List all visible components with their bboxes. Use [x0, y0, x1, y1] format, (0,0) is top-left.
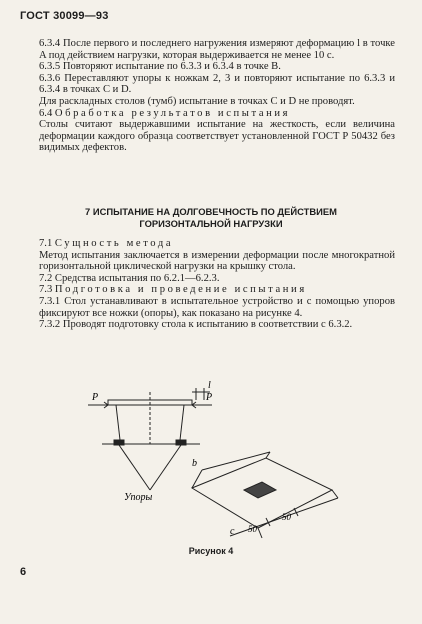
- page-number: 6: [20, 566, 27, 578]
- heading-7-3-number: 7.3: [39, 284, 53, 296]
- paragraph-7-3-2: 7.3.2 Проводят подготовку стола к испытанию в соответствии с 6.3.2.: [39, 319, 353, 331]
- figure-label-50b: 50: [248, 524, 257, 534]
- heading-7-3-title: Подготовка и проведение испытания: [54, 284, 307, 296]
- figure-caption: Рисунок 4: [188, 546, 234, 556]
- heading-7-1-title: Сущность метода: [54, 238, 174, 249]
- figure-label-p-right: P: [206, 392, 213, 403]
- text-block-7: [39, 238, 395, 331]
- section-7-title-line1: 7 ИСПЫТАНИЕ НА ДОЛГОВЕЧНОСТЬ ПО ДЕЙСТВИЕМ: [85, 206, 337, 217]
- heading-7-1: [39, 238, 395, 250]
- paragraph-7-2: 7.2 Средства испытания по 6.2.1—6.2.3.: [39, 272, 220, 284]
- heading-6-4: [39, 108, 395, 120]
- paragraph-6-3-6: 6.3.6 Переставляют упоры к ножкам 2, 3 и повторяют испытание по 6.3.3 и 6.3.4 в точках C и D.: [39, 72, 395, 96]
- paragraph-6-3-5: 6.3.5 Повторяют испытание по 6.3.3 и 6.3.4 в точке B.: [39, 61, 281, 73]
- figure-label-stops: Упоры: [124, 492, 153, 503]
- heading-7-1-number: 7.1: [39, 238, 53, 249]
- figure-label-b: b: [192, 458, 197, 469]
- section-7-title-line2: ГОРИЗОНТАЛЬНОЙ НАГРУЗКИ: [139, 218, 283, 229]
- figure-label-50a: 50: [282, 512, 291, 522]
- figure-4: [80, 378, 340, 540]
- section-7-title: [40, 206, 382, 230]
- text-block-6-3: [39, 38, 395, 154]
- paragraph-results: Столы считают выдержавшими испытание на жесткость, если величина деформации каждого образца соответствует установленной ГОСТ Р 50432 без видимых дефектов.: [39, 119, 395, 154]
- figure-label-c: c: [230, 526, 235, 537]
- heading-7-3: [39, 284, 395, 296]
- heading-6-4-title: Обработка результатов испытания: [54, 107, 291, 119]
- paragraph-7-3-1: 7.3.1 Стол устанавливают в испытательное устройство и с помощью упоров фиксируют все ножки (опоры), как показано на рисунке 4.: [39, 295, 395, 319]
- heading-6-4-number: 6.4: [39, 107, 53, 119]
- paragraph-6-3-4: 6.3.4 После первого и последнего нагружения измеряют деформацию l в точке A под действием нагрузки, которая выдерживается не менее 10 с.: [39, 38, 395, 61]
- paragraph-folding-tables: Для раскладных столов (тумб) испытание в точках C и D не проводят.: [39, 95, 355, 107]
- paragraph-7-1-method: Метод испытания заключается в измерении деформации после многократной горизонтальной циклической нагрузки на крышку стола.: [39, 249, 395, 273]
- standard-header: ГОСТ 30099—93: [20, 10, 109, 22]
- figure-label-l: l: [208, 380, 211, 391]
- figure-4-drawing: [80, 378, 340, 540]
- figure-label-p-left: P: [92, 392, 99, 403]
